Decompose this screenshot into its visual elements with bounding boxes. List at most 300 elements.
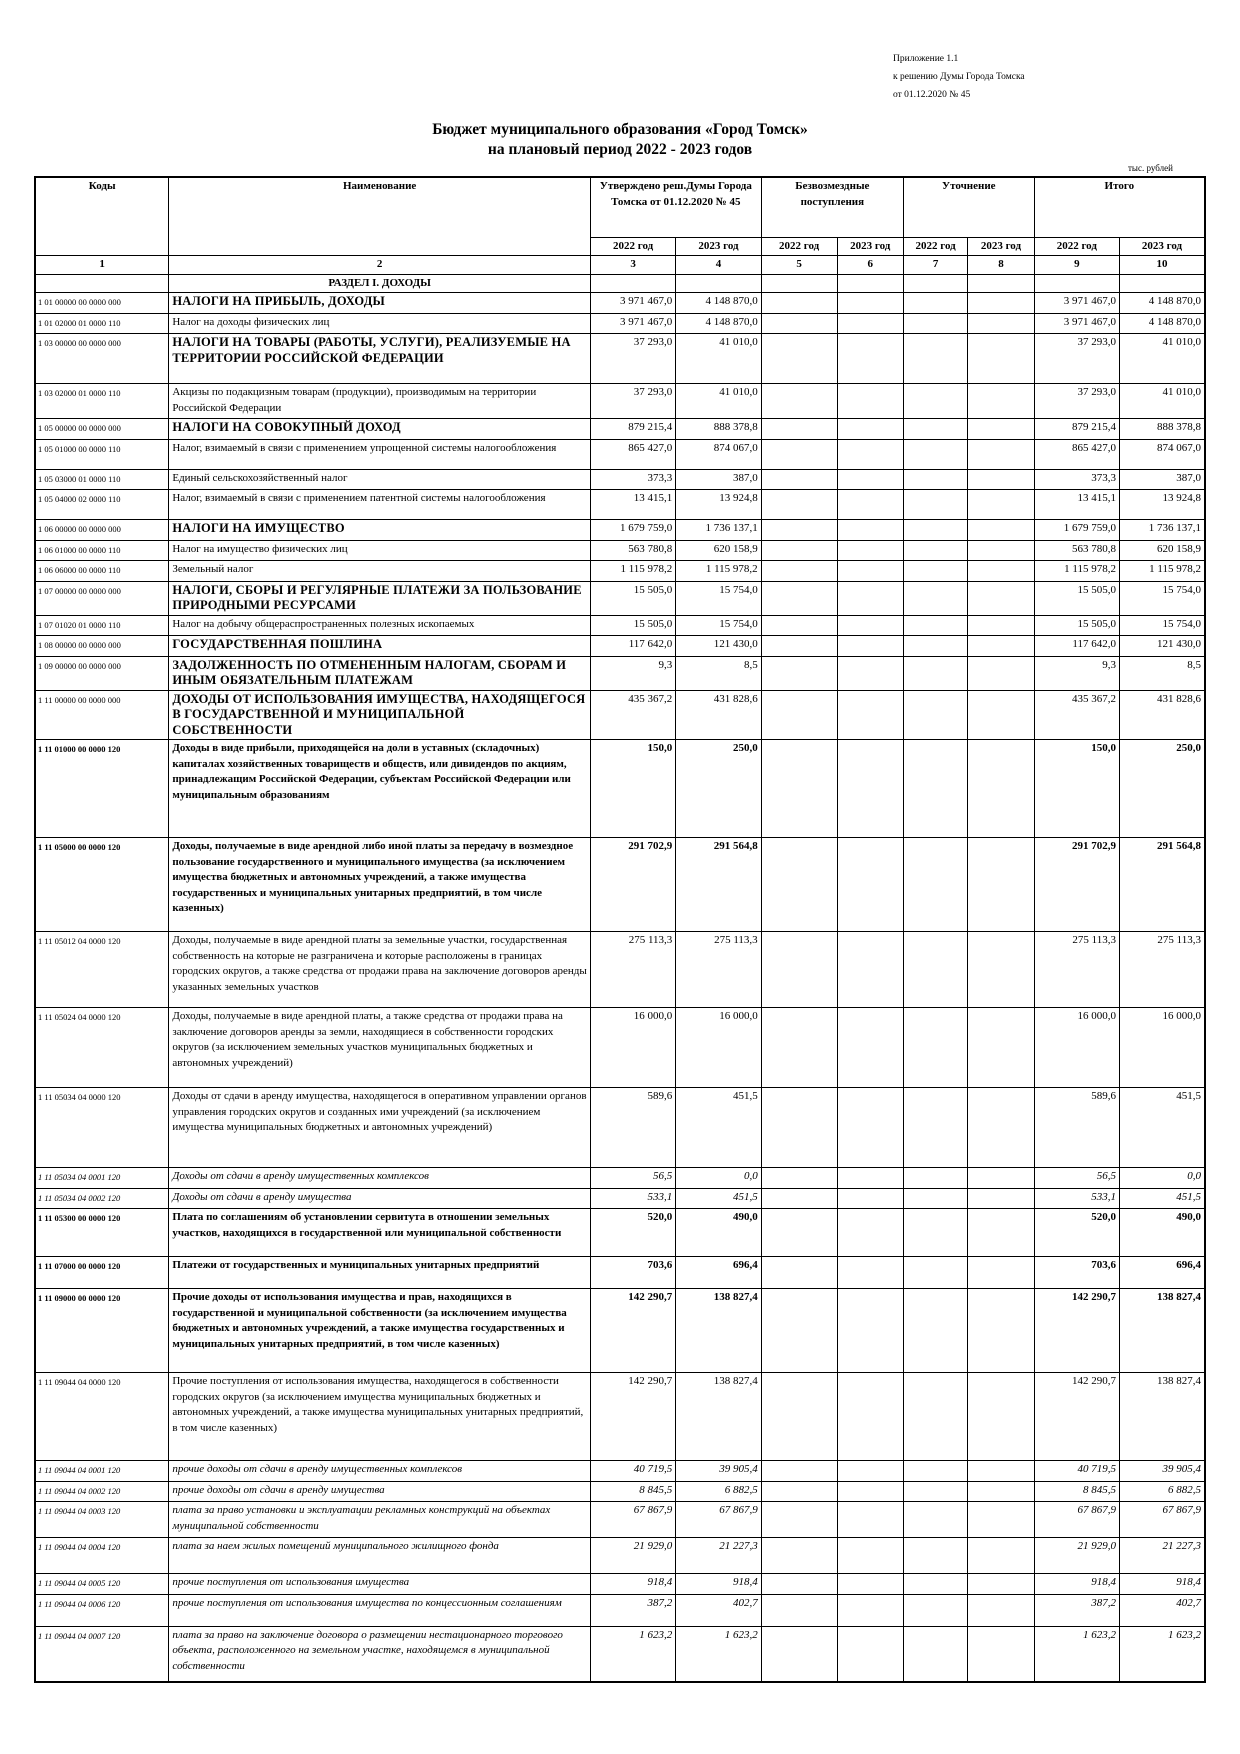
value-total-2022: 1 115 978,2 xyxy=(1034,561,1119,582)
value-total-2023: 6 882,5 xyxy=(1120,1481,1206,1502)
value-gratuitous-2022 xyxy=(761,520,837,541)
value-refinement-2023 xyxy=(968,490,1034,520)
code-cell: 1 03 00000 00 0000 000 xyxy=(35,334,169,384)
value-approved-2022: 21 929,0 xyxy=(590,1538,675,1574)
code-cell: 1 11 05034 04 0001 120 xyxy=(35,1168,169,1189)
value-total-2022: 37 293,0 xyxy=(1034,384,1119,419)
table-row xyxy=(35,690,1205,740)
value-gratuitous-2022 xyxy=(761,1088,837,1168)
column-number: 8 xyxy=(968,256,1034,275)
value-gratuitous-2023 xyxy=(837,690,903,740)
column-number: 6 xyxy=(837,256,903,275)
code-cell: 1 01 02000 01 0000 110 xyxy=(35,313,169,334)
table-row xyxy=(35,1574,1205,1595)
table-row xyxy=(35,1538,1205,1574)
value-total-2023: 15 754,0 xyxy=(1120,615,1206,636)
value-approved-2023: 41 010,0 xyxy=(676,384,761,419)
value-refinement-2023 xyxy=(968,313,1034,334)
value-gratuitous-2022 xyxy=(761,469,837,490)
value-total-2022: 15 505,0 xyxy=(1034,581,1119,615)
value-refinement-2023 xyxy=(968,1008,1034,1088)
value-gratuitous-2022 xyxy=(761,615,837,636)
code-cell: 1 06 06000 00 0000 110 xyxy=(35,561,169,582)
value-approved-2022: 589,6 xyxy=(590,1088,675,1168)
value-refinement-2023 xyxy=(968,1574,1034,1595)
value-refinement-2022 xyxy=(903,1008,967,1088)
table-row xyxy=(35,1008,1205,1088)
column-number: 2 xyxy=(169,256,591,275)
value-approved-2022: 15 505,0 xyxy=(590,581,675,615)
value-gratuitous-2022 xyxy=(761,1168,837,1189)
empty-cell xyxy=(1120,274,1206,293)
value-approved-2023: 1 623,2 xyxy=(676,1626,761,1682)
name-cell: ДОХОДЫ ОТ ИСПОЛЬЗОВАНИЯ ИМУЩЕСТВА, НАХОДЯЩЕГОСЯ В ГОСУДАРСТВЕННОЙ И МУНИЦИПАЛЬНОЙ СОБСТВЕННОСТИ xyxy=(169,690,591,740)
value-total-2022: 1 679 759,0 xyxy=(1034,520,1119,541)
value-total-2022: 387,2 xyxy=(1034,1594,1119,1626)
value-approved-2022: 520,0 xyxy=(590,1209,675,1257)
value-total-2023: 41 010,0 xyxy=(1120,384,1206,419)
value-gratuitous-2022 xyxy=(761,384,837,419)
value-total-2023: 0,0 xyxy=(1120,1168,1206,1189)
header-year: 2022 год xyxy=(590,237,675,256)
value-total-2023: 490,0 xyxy=(1120,1209,1206,1257)
value-total-2023: 1 736 137,1 xyxy=(1120,520,1206,541)
value-refinement-2023 xyxy=(968,520,1034,541)
value-gratuitous-2022 xyxy=(761,1008,837,1088)
value-refinement-2022 xyxy=(903,293,967,314)
table-row xyxy=(35,1088,1205,1168)
empty-cell xyxy=(1034,274,1119,293)
value-total-2023: 451,5 xyxy=(1120,1188,1206,1209)
table-row xyxy=(35,1168,1205,1189)
value-gratuitous-2022 xyxy=(761,1626,837,1682)
value-refinement-2023 xyxy=(968,540,1034,561)
header-total: Итого xyxy=(1034,177,1205,237)
value-total-2022: 373,3 xyxy=(1034,469,1119,490)
value-gratuitous-2022 xyxy=(761,1594,837,1626)
value-total-2022: 275 113,3 xyxy=(1034,932,1119,1008)
value-gratuitous-2023 xyxy=(837,384,903,419)
value-gratuitous-2022 xyxy=(761,1188,837,1209)
value-approved-2023: 15 754,0 xyxy=(676,615,761,636)
value-gratuitous-2023 xyxy=(837,1289,903,1373)
value-gratuitous-2023 xyxy=(837,334,903,384)
value-gratuitous-2023 xyxy=(837,293,903,314)
value-refinement-2022 xyxy=(903,581,967,615)
value-refinement-2023 xyxy=(968,439,1034,469)
value-gratuitous-2022 xyxy=(761,293,837,314)
value-refinement-2022 xyxy=(903,1257,967,1289)
value-gratuitous-2023 xyxy=(837,636,903,657)
empty-cell xyxy=(590,274,675,293)
value-approved-2023: 918,4 xyxy=(676,1574,761,1595)
value-refinement-2023 xyxy=(968,656,1034,690)
value-refinement-2022 xyxy=(903,1461,967,1482)
value-refinement-2022 xyxy=(903,1088,967,1168)
name-cell: Акцизы по подакцизным товарам (продукции), производимым на территории Российской Федерации xyxy=(169,384,591,419)
value-total-2023: 451,5 xyxy=(1120,1088,1206,1168)
value-total-2022: 3 971 467,0 xyxy=(1034,313,1119,334)
value-total-2023: 16 000,0 xyxy=(1120,1008,1206,1088)
code-cell: 1 11 09044 04 0006 120 xyxy=(35,1594,169,1626)
table-row xyxy=(35,334,1205,384)
name-cell: прочие поступления от использования имущества по концессионным соглашениям xyxy=(169,1594,591,1626)
value-approved-2022: 703,6 xyxy=(590,1257,675,1289)
value-approved-2023: 4 148 870,0 xyxy=(676,293,761,314)
value-total-2022: 117 642,0 xyxy=(1034,636,1119,657)
table-row xyxy=(35,1626,1205,1682)
name-cell: Единый сельскохозяйственный налог xyxy=(169,469,591,490)
name-cell: Земельный налог xyxy=(169,561,591,582)
value-approved-2022: 40 719,5 xyxy=(590,1461,675,1482)
value-approved-2023: 451,5 xyxy=(676,1088,761,1168)
value-approved-2023: 1 736 137,1 xyxy=(676,520,761,541)
name-cell: плата за право установки и эксплуатации рекламных конструкций на объектах муниципальной собственности xyxy=(169,1502,591,1538)
value-approved-2023: 250,0 xyxy=(676,740,761,838)
code-cell: 1 05 04000 02 0000 110 xyxy=(35,490,169,520)
value-approved-2023: 41 010,0 xyxy=(676,334,761,384)
value-refinement-2023 xyxy=(968,1289,1034,1373)
value-refinement-2022 xyxy=(903,313,967,334)
code-cell: 1 06 00000 00 0000 000 xyxy=(35,520,169,541)
code-cell: 1 11 01000 00 0000 120 xyxy=(35,740,169,838)
header-row xyxy=(35,177,1205,237)
code-cell: 1 07 00000 00 0000 000 xyxy=(35,581,169,615)
value-approved-2022: 15 505,0 xyxy=(590,615,675,636)
code-cell: 1 11 05024 04 0000 120 xyxy=(35,1008,169,1088)
title-line: Бюджет муниципального образования «Город Томск» xyxy=(432,121,808,138)
name-cell: Прочие доходы от использования имущества и прав, находящихся в государственной и муниципальной собственности (за исключением имущества бюджетных и автономных учреждений, а также имущества государственных и муниципальных унитарных предприятий, в том числе казенных) xyxy=(169,1289,591,1373)
value-approved-2022: 8 845,5 xyxy=(590,1481,675,1502)
value-gratuitous-2023 xyxy=(837,439,903,469)
value-refinement-2022 xyxy=(903,932,967,1008)
code-cell: 1 05 01000 00 0000 110 xyxy=(35,439,169,469)
code-cell: 1 01 00000 00 0000 000 xyxy=(35,293,169,314)
code-cell: 1 03 02000 01 0000 110 xyxy=(35,384,169,419)
value-refinement-2022 xyxy=(903,656,967,690)
value-gratuitous-2023 xyxy=(837,581,903,615)
table-row xyxy=(35,540,1205,561)
value-total-2022: 142 290,7 xyxy=(1034,1289,1119,1373)
value-approved-2023: 138 827,4 xyxy=(676,1373,761,1461)
value-total-2023: 138 827,4 xyxy=(1120,1289,1206,1373)
value-total-2023: 1 623,2 xyxy=(1120,1626,1206,1682)
value-refinement-2023 xyxy=(968,615,1034,636)
value-approved-2022: 373,3 xyxy=(590,469,675,490)
value-gratuitous-2022 xyxy=(761,561,837,582)
column-number: 5 xyxy=(761,256,837,275)
value-refinement-2022 xyxy=(903,690,967,740)
value-approved-2022: 879 215,4 xyxy=(590,419,675,440)
value-gratuitous-2023 xyxy=(837,1574,903,1595)
value-total-2022: 703,6 xyxy=(1034,1257,1119,1289)
value-approved-2023: 21 227,3 xyxy=(676,1538,761,1574)
value-gratuitous-2023 xyxy=(837,1481,903,1502)
name-cell: НАЛОГИ НА СОВОКУПНЫЙ ДОХОД xyxy=(169,419,591,440)
header-year: 2023 год xyxy=(676,237,761,256)
value-refinement-2023 xyxy=(968,561,1034,582)
table-row xyxy=(35,520,1205,541)
value-gratuitous-2022 xyxy=(761,690,837,740)
value-refinement-2022 xyxy=(903,490,967,520)
value-approved-2022: 16 000,0 xyxy=(590,1008,675,1088)
value-total-2023: 15 754,0 xyxy=(1120,581,1206,615)
value-refinement-2023 xyxy=(968,581,1034,615)
code-cell: 1 08 00000 00 0000 000 xyxy=(35,636,169,657)
empty-cell xyxy=(837,274,903,293)
code-cell: 1 11 09044 04 0004 120 xyxy=(35,1538,169,1574)
table-row xyxy=(35,581,1205,615)
name-cell: Прочие поступления от использования имущества, находящегося в собственности городских округов (за исключением имущества муниципальных бюджетных и автономных учреждений, а также имущества муниципальных унитарных предприятий, в том числе казенных) xyxy=(169,1373,591,1461)
name-cell: Доходы от сдачи в аренду имущественных комплексов xyxy=(169,1168,591,1189)
value-total-2022: 1 623,2 xyxy=(1034,1626,1119,1682)
name-cell: НАЛОГИ НА ТОВАРЫ (РАБОТЫ, УСЛУГИ), РЕАЛИЗУЕМЫЕ НА ТЕРРИТОРИИ РОССИЙСКОЙ ФЕДЕРАЦИИ xyxy=(169,334,591,384)
value-gratuitous-2022 xyxy=(761,334,837,384)
table-row xyxy=(35,615,1205,636)
code-cell: 1 11 09044 04 0000 120 xyxy=(35,1373,169,1461)
table-row xyxy=(35,932,1205,1008)
value-total-2023: 402,7 xyxy=(1120,1594,1206,1626)
value-gratuitous-2022 xyxy=(761,419,837,440)
value-approved-2022: 563 780,8 xyxy=(590,540,675,561)
value-refinement-2022 xyxy=(903,636,967,657)
value-approved-2022: 13 415,1 xyxy=(590,490,675,520)
value-total-2022: 142 290,7 xyxy=(1034,1373,1119,1461)
value-total-2023: 4 148 870,0 xyxy=(1120,293,1206,314)
code-cell: 1 11 09044 04 0002 120 xyxy=(35,1481,169,1502)
value-gratuitous-2022 xyxy=(761,1257,837,1289)
value-refinement-2022 xyxy=(903,1289,967,1373)
value-approved-2023: 121 430,0 xyxy=(676,636,761,657)
value-refinement-2023 xyxy=(968,932,1034,1008)
name-cell: прочие доходы от сдачи в аренду имущественных комплексов xyxy=(169,1461,591,1482)
value-approved-2022: 9,3 xyxy=(590,656,675,690)
value-refinement-2023 xyxy=(968,838,1034,932)
value-total-2023: 888 378,8 xyxy=(1120,419,1206,440)
value-approved-2022: 142 290,7 xyxy=(590,1289,675,1373)
value-total-2023: 8,5 xyxy=(1120,656,1206,690)
value-refinement-2023 xyxy=(968,1373,1034,1461)
value-total-2023: 67 867,9 xyxy=(1120,1502,1206,1538)
name-cell: Налог на доходы физических лиц xyxy=(169,313,591,334)
value-gratuitous-2023 xyxy=(837,1008,903,1088)
value-refinement-2022 xyxy=(903,469,967,490)
table-row xyxy=(35,1373,1205,1461)
value-gratuitous-2022 xyxy=(761,1502,837,1538)
name-cell: Доходы от сдачи в аренду имущества, находящегося в оперативном управлении органов управления городских округов и созданных ими учреждений (за исключением имущества муниципальных бюджетных и автономных учреждений) xyxy=(169,1088,591,1168)
value-total-2022: 67 867,9 xyxy=(1034,1502,1119,1538)
value-total-2022: 533,1 xyxy=(1034,1188,1119,1209)
name-cell: Налог, взимаемый в связи с применением патентной системы налогообложения xyxy=(169,490,591,520)
value-refinement-2023 xyxy=(968,1481,1034,1502)
code-cell: 1 11 05000 00 0000 120 xyxy=(35,838,169,932)
value-gratuitous-2023 xyxy=(837,1088,903,1168)
value-approved-2022: 37 293,0 xyxy=(590,384,675,419)
value-approved-2022: 1 115 978,2 xyxy=(590,561,675,582)
table-row xyxy=(35,740,1205,838)
column-number: 10 xyxy=(1120,256,1206,275)
table-row xyxy=(35,469,1205,490)
code-cell: 1 11 00000 00 0000 000 xyxy=(35,690,169,740)
value-refinement-2022 xyxy=(903,1168,967,1189)
value-total-2022: 918,4 xyxy=(1034,1574,1119,1595)
value-gratuitous-2022 xyxy=(761,656,837,690)
code-cell: 1 11 09000 00 0000 120 xyxy=(35,1289,169,1373)
header-year: 2023 год xyxy=(968,237,1034,256)
value-refinement-2022 xyxy=(903,838,967,932)
section-row xyxy=(35,274,1205,293)
code-cell: 1 11 05034 04 0000 120 xyxy=(35,1088,169,1168)
value-refinement-2022 xyxy=(903,561,967,582)
value-refinement-2022 xyxy=(903,1538,967,1574)
value-refinement-2022 xyxy=(903,439,967,469)
value-total-2023: 1 115 978,2 xyxy=(1120,561,1206,582)
value-gratuitous-2022 xyxy=(761,540,837,561)
value-gratuitous-2022 xyxy=(761,439,837,469)
header-year: 2023 год xyxy=(837,237,903,256)
value-total-2023: 431 828,6 xyxy=(1120,690,1206,740)
value-total-2023: 41 010,0 xyxy=(1120,334,1206,384)
section-title: РАЗДЕЛ I. ДОХОДЫ xyxy=(169,274,591,293)
value-approved-2023: 13 924,8 xyxy=(676,490,761,520)
value-approved-2022: 865 427,0 xyxy=(590,439,675,469)
value-total-2022: 879 215,4 xyxy=(1034,419,1119,440)
value-approved-2022: 291 702,9 xyxy=(590,838,675,932)
value-gratuitous-2023 xyxy=(837,490,903,520)
column-number: 9 xyxy=(1034,256,1119,275)
document-title xyxy=(0,120,1240,160)
budget-table xyxy=(34,176,1206,1683)
name-cell: НАЛОГИ, СБОРЫ И РЕГУЛЯРНЫЕ ПЛАТЕЖИ ЗА ПОЛЬЗОВАНИЕ ПРИРОДНЫМИ РЕСУРСАМИ xyxy=(169,581,591,615)
table-row xyxy=(35,1188,1205,1209)
value-refinement-2022 xyxy=(903,1209,967,1257)
value-total-2022: 3 971 467,0 xyxy=(1034,293,1119,314)
code-cell: 1 11 07000 00 0000 120 xyxy=(35,1257,169,1289)
value-refinement-2023 xyxy=(968,469,1034,490)
value-total-2022: 520,0 xyxy=(1034,1209,1119,1257)
value-gratuitous-2022 xyxy=(761,838,837,932)
value-approved-2023: 291 564,8 xyxy=(676,838,761,932)
table-row xyxy=(35,1257,1205,1289)
value-refinement-2022 xyxy=(903,419,967,440)
value-approved-2023: 138 827,4 xyxy=(676,1289,761,1373)
value-total-2022: 9,3 xyxy=(1034,656,1119,690)
appendix-line: к решению Думы Города Томска xyxy=(893,72,1025,82)
table-row xyxy=(35,1461,1205,1482)
value-total-2023: 620 158,9 xyxy=(1120,540,1206,561)
name-cell: Платежи от государственных и муниципальных унитарных предприятий xyxy=(169,1257,591,1289)
name-cell: Доходы в виде прибыли, приходящейся на доли в уставных (складочных) капиталах хозяйственных товариществ и обществ, или дивидендов по акциям, принадлежащим Российской Федерации, субъектам Российской Федерации или муниципальным образованиям xyxy=(169,740,591,838)
name-cell: Плата по соглашениям об установлении сервитута в отношении земельных участков, находящихся в государственной или муниципальной собственности xyxy=(169,1209,591,1257)
value-refinement-2023 xyxy=(968,1538,1034,1574)
name-cell: НАЛОГИ НА ПРИБЫЛЬ, ДОХОДЫ xyxy=(169,293,591,314)
value-refinement-2022 xyxy=(903,1574,967,1595)
table-row xyxy=(35,313,1205,334)
value-refinement-2023 xyxy=(968,636,1034,657)
value-gratuitous-2022 xyxy=(761,313,837,334)
value-refinement-2023 xyxy=(968,1209,1034,1257)
value-approved-2023: 275 113,3 xyxy=(676,932,761,1008)
value-approved-2022: 435 367,2 xyxy=(590,690,675,740)
appendix-note xyxy=(893,50,1025,104)
value-total-2022: 37 293,0 xyxy=(1034,334,1119,384)
value-total-2022: 865 427,0 xyxy=(1034,439,1119,469)
units-label: тыс. рублей xyxy=(1128,163,1173,173)
value-refinement-2023 xyxy=(968,1188,1034,1209)
value-gratuitous-2022 xyxy=(761,932,837,1008)
value-approved-2022: 275 113,3 xyxy=(590,932,675,1008)
value-gratuitous-2023 xyxy=(837,419,903,440)
header-year: 2023 год xyxy=(1120,237,1206,256)
table-row xyxy=(35,561,1205,582)
value-total-2023: 275 113,3 xyxy=(1120,932,1206,1008)
value-refinement-2023 xyxy=(968,1502,1034,1538)
title-line: на плановый период 2022 - 2023 годов xyxy=(487,141,753,158)
table-row xyxy=(35,439,1205,469)
value-refinement-2022 xyxy=(903,1626,967,1682)
value-gratuitous-2023 xyxy=(837,520,903,541)
column-number: 1 xyxy=(35,256,169,275)
value-gratuitous-2023 xyxy=(837,1188,903,1209)
value-refinement-2023 xyxy=(968,1088,1034,1168)
table-row xyxy=(35,293,1205,314)
value-refinement-2023 xyxy=(968,1168,1034,1189)
value-total-2022: 435 367,2 xyxy=(1034,690,1119,740)
value-refinement-2023 xyxy=(968,334,1034,384)
name-cell: прочие доходы от сдачи в аренду имущества xyxy=(169,1481,591,1502)
name-cell: Доходы от сдачи в аренду имущества xyxy=(169,1188,591,1209)
value-gratuitous-2022 xyxy=(761,490,837,520)
table-row xyxy=(35,1502,1205,1538)
value-gratuitous-2023 xyxy=(837,1626,903,1682)
value-gratuitous-2023 xyxy=(837,561,903,582)
value-refinement-2023 xyxy=(968,1594,1034,1626)
value-gratuitous-2022 xyxy=(761,1574,837,1595)
value-approved-2022: 142 290,7 xyxy=(590,1373,675,1461)
value-approved-2022: 3 971 467,0 xyxy=(590,313,675,334)
column-numbers-row xyxy=(35,256,1205,275)
value-refinement-2022 xyxy=(903,1188,967,1209)
value-gratuitous-2022 xyxy=(761,1538,837,1574)
value-approved-2023: 874 067,0 xyxy=(676,439,761,469)
value-gratuitous-2022 xyxy=(761,1209,837,1257)
value-refinement-2022 xyxy=(903,1373,967,1461)
code-cell: 1 11 09044 04 0005 120 xyxy=(35,1574,169,1595)
value-refinement-2022 xyxy=(903,520,967,541)
value-refinement-2023 xyxy=(968,419,1034,440)
value-total-2023: 250,0 xyxy=(1120,740,1206,838)
value-total-2023: 138 827,4 xyxy=(1120,1373,1206,1461)
value-gratuitous-2023 xyxy=(837,1461,903,1482)
value-approved-2023: 620 158,9 xyxy=(676,540,761,561)
header-refinement: Уточнение xyxy=(903,177,1034,237)
value-approved-2022: 387,2 xyxy=(590,1594,675,1626)
value-approved-2023: 1 115 978,2 xyxy=(676,561,761,582)
name-cell: Налог, взимаемый в связи с применением упрощенной системы налогообложения xyxy=(169,439,591,469)
value-total-2023: 291 564,8 xyxy=(1120,838,1206,932)
name-cell: Доходы, получаемые в виде арендной либо иной платы за передачу в возмездное пользование государственного и муниципального имущества (за исключением имущества бюджетных и автономных учреждений, а также имущества государственных и муниципальных унитарных предприятий, в том числе казенных) xyxy=(169,838,591,932)
appendix-line: Приложение 1.1 xyxy=(893,54,959,64)
value-gratuitous-2023 xyxy=(837,1168,903,1189)
code-cell: 1 06 01000 00 0000 110 xyxy=(35,540,169,561)
value-refinement-2022 xyxy=(903,334,967,384)
value-total-2023: 4 148 870,0 xyxy=(1120,313,1206,334)
code-cell: 1 05 00000 00 0000 000 xyxy=(35,419,169,440)
value-total-2022: 56,5 xyxy=(1034,1168,1119,1189)
value-approved-2023: 431 828,6 xyxy=(676,690,761,740)
empty-cell xyxy=(903,274,967,293)
value-gratuitous-2022 xyxy=(761,581,837,615)
